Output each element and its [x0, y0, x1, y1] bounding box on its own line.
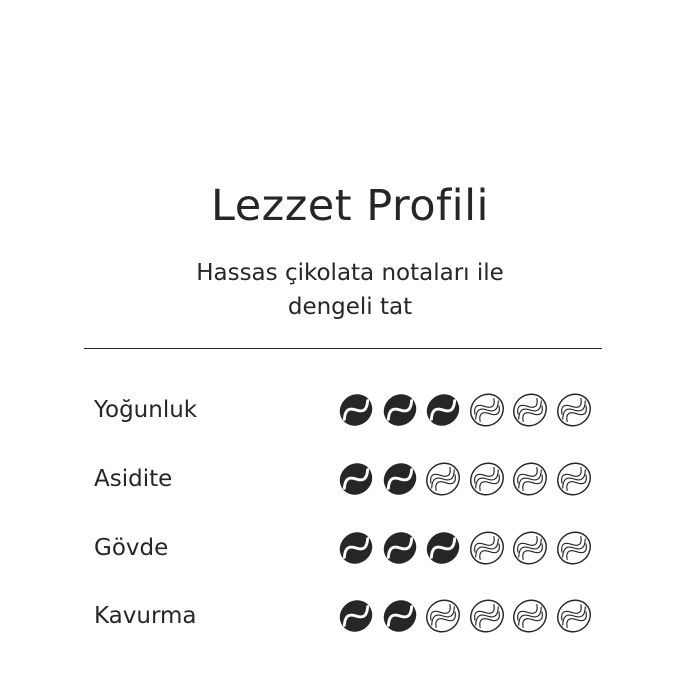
- coffee-bean-outline-icon: [556, 392, 592, 428]
- coffee-bean-filled-icon: [382, 392, 418, 428]
- coffee-bean-outline-icon: [512, 392, 548, 428]
- coffee-bean-outline-icon: [556, 461, 592, 497]
- coffee-bean-filled-icon: [382, 530, 418, 566]
- profile-row-yogunluk: [94, 388, 604, 432]
- page-subtitle: [0, 256, 700, 324]
- coffee-bean-outline-icon: [469, 530, 505, 566]
- coffee-bean-outline-icon: [512, 530, 548, 566]
- subtitle-line-2: dengeli tat: [287, 294, 413, 320]
- coffee-bean-outline-icon: [556, 530, 592, 566]
- row-label: Kavurma: [94, 603, 197, 629]
- coffee-bean-filled-icon: [425, 392, 461, 428]
- coffee-bean-outline-icon: [425, 461, 461, 497]
- coffee-bean-filled-icon: [338, 598, 374, 634]
- coffee-bean-outline-icon: [556, 598, 592, 634]
- profile-row-kavurma: [94, 594, 604, 638]
- row-label: Yoğunluk: [94, 397, 198, 423]
- coffee-bean-outline-icon: [425, 598, 461, 634]
- row-label: Gövde: [94, 535, 169, 561]
- coffee-bean-filled-icon: [382, 598, 418, 634]
- profile-row-asidite: [94, 457, 604, 501]
- coffee-bean-filled-icon: [338, 392, 374, 428]
- coffee-bean-outline-icon: [512, 461, 548, 497]
- coffee-bean-outline-icon: [512, 598, 548, 634]
- coffee-bean-outline-icon: [469, 598, 505, 634]
- coffee-bean-outline-icon: [469, 392, 505, 428]
- divider: [84, 348, 602, 349]
- coffee-bean-outline-icon: [469, 461, 505, 497]
- coffee-bean-filled-icon: [425, 530, 461, 566]
- coffee-bean-filled-icon: [382, 461, 418, 497]
- profile-row-govde: [94, 526, 604, 570]
- page-title: Lezzet Profili: [211, 181, 489, 231]
- row-label: Asidite: [94, 466, 173, 492]
- coffee-bean-filled-icon: [338, 461, 374, 497]
- subtitle-line-1: Hassas çikolata notaları ile: [196, 260, 504, 286]
- coffee-bean-filled-icon: [338, 530, 374, 566]
